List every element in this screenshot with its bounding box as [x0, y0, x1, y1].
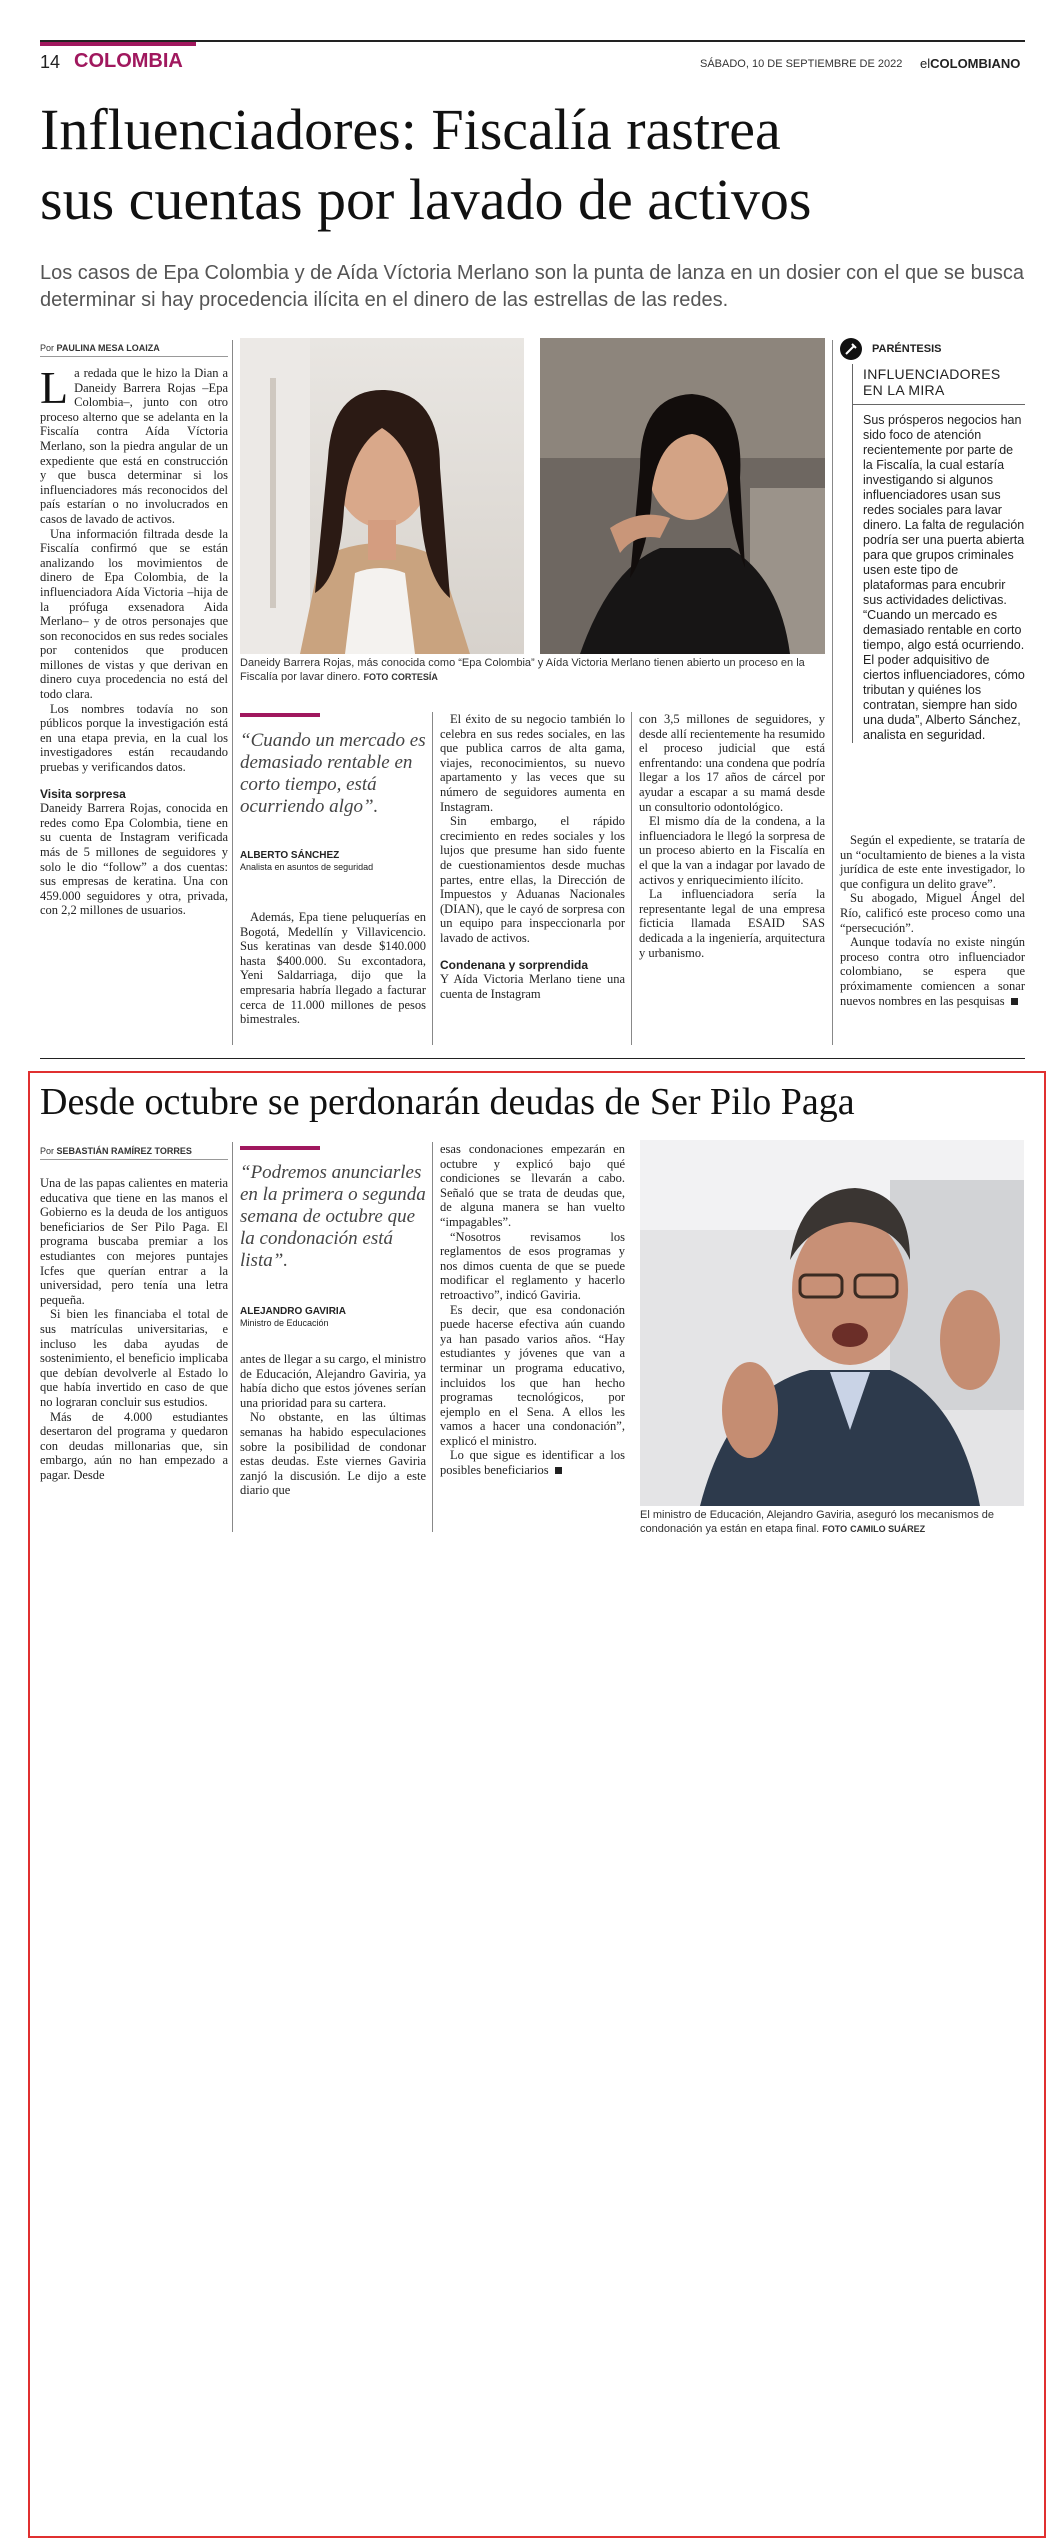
section-name: COLOMBIA [74, 50, 183, 72]
article2-column-1: Una de las papas calientes en materia educativa que tiene en las manos el Gobierno es la deuda de los antiguos beneficiarios de Ser Pilo Paga. El programa buscaba premiar a los estudiantes con mejores puntajes Icfes que querían entrar a la universidad, pero tenía una letra pequeña. Si bien les financiaba el total de sus matrículas universitarias, e incluso les daba ayudas de sostenimiento, el beneficio implicaba que debían devolverle al Estado lo que había invertido en caso de que no lograran concluir sus estudios. Más de 4.000 estudiantes desertaron del programa y quedaron con deudas millonarias que, sin embargo, aún no han empezado a pagar. Desde [40, 1176, 228, 1482]
article2-column-3: esas condonaciones empezarán en octubre y explicó bajo qué condiciones se llevarán a cabo. Señaló que se trata de deudas que, de alguna manera se han vuelto “impagables”. “Nosotros revisamos los reglamentos de esos programas y nos dimos cuenta de que se puede modificar el reglamento y hacerlo retroactivo”, indicó Gaviria. Es decir, que esa condonación puede hacerse efectiva aún cuando ya han pasado varios años. “Hay estudiantes y jóvenes que van a terminar un programa educativo, incluidos los que han hecho programas tecnológicos, por ejemplo en el Sena. A ellos les vamos a hacer una condonación”, explicó el ministro. Lo que sigue es identificar a los posibles beneficiarios [440, 1142, 625, 1478]
dropcap: L [40, 362, 69, 413]
column-rule [631, 712, 632, 1045]
section-separator [40, 1058, 1025, 1059]
photo-credit-2: CAMILO SUÁREZ [850, 1524, 926, 1534]
article-column-4: con 3,5 millones de seguidores, y desde allí recientemente ha resumido el proceso judicial que está enfrentando: una condena que podría llegar a los 17 años de cárcel por ayudar a escapar a su mamá desde un consultorio odontológico. El mismo día de la condena, a la influenciadora le llegó la sorpresa de un proceso abierto en la Fiscalía en el que la van a indagar por lavado de activos y enriquecimiento ilícito. La influenciadora sería la representante legal de una empresa ficticia llamada ESAID SAS dedicada a la ingeniería, arquitectura y urbanismo. [639, 712, 825, 960]
article-column-5: Según el expediente, se trataría de un “ocultamiento de bienes a la vista jurídica de este ente investigador, lo que configura un delito grave”. Su abogado, Miguel Ángel del Río, calificó este proceso como una “persecución”. Aunque todavía no existe ningún proceso contra otro influenciador colombiano, se espera que próximamente comiencen a sonar nuevos nombres en las pesquisas [840, 833, 1025, 1008]
pullquote-rule [240, 713, 320, 717]
pin-icon [840, 338, 862, 360]
photo-caption-2: El ministro de Educación, Alejandro Gaviria, aseguró los mecanismos de condonación ya están en etapa final. FOTO CAMILO SUÁREZ [640, 1509, 995, 1535]
pullquote-2: “Podremos anunciarles en la primera o segunda semana de octubre que la condonación está lista”. [240, 1162, 426, 1271]
pullquote-role: Analista en asuntos de seguridad [240, 862, 374, 872]
photo-aida-victoria-merlano [540, 338, 825, 654]
photo-credit-label-2: FOTO [822, 1524, 848, 1534]
subhead: Visita sorpresa [40, 786, 126, 801]
headline [40, 95, 1030, 235]
subhead: Condenana y sorprendida [440, 957, 589, 972]
end-mark [555, 1467, 562, 1474]
article-column-1: La redada que le hizo la Dian a Daneidy Barrera Rojas –Epa Colombia–, junto con otro proceso alterno que se adelanta en la Fiscalía contra Aída Víctoria Merlano, son la piedra angular de un expediente que está en construcción y que busca determinar si los influenciadores más reconocidos del país estarían o no involucrados en casos de lavado de activos. Una información filtrada desde la Fiscalía confirmó que se están analizando los movimientos de dinero de Epa Colombia, de la influenciadora Aída Victoria –hija de la prófuga exsenadora Aida Merlano– y de otros personajes que son reconocidos en sus redes sociales por contenidos que producen millones de vistas y que derivan en dinero cuya procedencia no está del todo clara. Los nombres todavía no son públicos porque la investigación está en una etapa previa, en la cual los investigadores están recaudando pruebas y verificandos datos. Visita sorpresa Daneidy Barrera Rojas, conocida en redes como Epa Colombia, tiene en su cuenta de Instagram verificada más de 5 millones de seguidores y solo le dio “follow” a dos cuentas: sus empresas de keratina. Una con 459.000 seguidores y otra, privada, con 2,2 millones de usuarios. [40, 362, 228, 918]
author-name: PAULINA MESA LOAIZA [56, 343, 160, 353]
sidebar-title: INFLUENCIADORES EN LA MIRA [863, 366, 1001, 398]
column-rule [232, 340, 233, 1045]
headline-2: Desde octubre se perdonarán deudas de Ser Pilo Paga [40, 1081, 855, 1123]
headline-line-1: Influenciadores: Fiscalía rastrea [40, 97, 781, 162]
column-rule [432, 1142, 433, 1532]
photo-credit-label: FOTO [363, 672, 389, 682]
author-name-2: SEBASTIÁN RAMÍREZ TORRES [56, 1146, 192, 1156]
photo-caption: Daneidy Barrera Rojas, más conocida como “Epa Colombia” y Aída Victoria Merlano tienen abierto un proceso en la Fiscalía por lavar dinero. FOTO CORTESÍA [240, 657, 805, 683]
sidebar-label: PARÉNTESIS [872, 343, 942, 355]
deck: Los casos de Epa Colombia y de Aída Víctoria Merlano son la punta de lanza en un dosier con el que se busca determinar si hay procedencia ilícita en el dinero de las estrellas de las redes. [40, 262, 1024, 311]
issue-date: SÁBADO, 10 DE SEPTIEMBRE DE 2022 [700, 58, 903, 70]
page-number: 14 [40, 52, 61, 72]
article-column-3: El éxito de su negocio también lo celebra en sus redes sociales, en las que publica carros de alta gama, viajes, reconocimientos, su nuevo apartamento y las veces que su número de seguidores aumenta en Instagram. Sin embargo, el rápido crecimiento en redes sociales y los lujos que presume han sido fuente de cuestionamientos desde muchas partes, entre ellas, la Dirección de Impuestos y Aduanas Nacionales (DIAN), que le cayó de sorpresa con un equipo para inspeccionarla por lavado de activos. Condenana y sorprendida Y Aída Victoria Merlano tiene una cuenta de Instagram [440, 712, 625, 1001]
column-rule [832, 340, 833, 1045]
byline: Por PAULINA MESA LOAIZA [40, 343, 160, 353]
header-rule [40, 40, 1025, 42]
headline-line-2: sus cuentas por lavado de activos [40, 167, 812, 232]
photo-epa-colombia [240, 338, 524, 654]
sidebar-body: Sus prósperos negocios han sido foco de atención recientemente por parte de la Fiscalía, la cual estaría investigando si algunos influenciadores usan sus redes sociales para lavar dinero. La falta de regulación podría ser una puerta abierta para que grupos criminales usen este tipo de plataformas para encubrir sus actividades delictivas. “Cuando un mercado es demasiado rentable en corto tiempo, algo está ocurriendo. El poder adquisitivo de ciertos influenciadores, cómo tributan y quiénes los contratan, siempre han sido una duda”, Alberto Sánchez, analista en seguridad. [863, 413, 1025, 742]
photo-credit: CORTESÍA [391, 672, 438, 682]
newspaper-logo: elCOLOMBIANO [920, 56, 1021, 71]
column-rule [232, 1142, 233, 1532]
byline-2: Por SEBASTIÁN RAMÍREZ TORRES [40, 1146, 192, 1156]
pullquote-rule-2 [240, 1146, 320, 1150]
article-column-2: Además, Epa tiene peluquerías en Bogotá, Medellín y Villavicencio. Sus keratinas van desde $140.000 hasta $400.000. Su excontadora, Yeni Saldarriaga, dijo que la empresaria habría llegado a facturar cerca de 11.000 millones de pesos bimestrales. [240, 910, 426, 1027]
byline-rule [40, 356, 228, 357]
end-mark [1011, 998, 1018, 1005]
pullquote-role-2: Ministro de Educación [240, 1318, 329, 1328]
sidebar-parentesis [840, 338, 1025, 743]
byline-rule [40, 1159, 228, 1160]
photo-alejandro-gaviria [640, 1140, 1024, 1506]
pullquote: “Cuando un mercado es demasiado rentable en corto tiempo, está ocurriendo algo”. [240, 730, 426, 817]
pullquote-name-2: ALEJANDRO GAVIRIA [240, 1306, 346, 1317]
column-rule [432, 712, 433, 1045]
article2-column-2: antes de llegar a su cargo, el ministro de Educación, Alejandro Gaviria, ya había dicho que estos jóvenes serían una prioridad para su cartera. No obstante, en las últimas semanas ha habido especulaciones sobre la posibilidad de condonar estas deudas. Este viernes Gaviria zanjó la discusión. Le dijo a este diario que [240, 1352, 426, 1498]
pullquote-name: ALBERTO SÁNCHEZ [240, 850, 340, 861]
